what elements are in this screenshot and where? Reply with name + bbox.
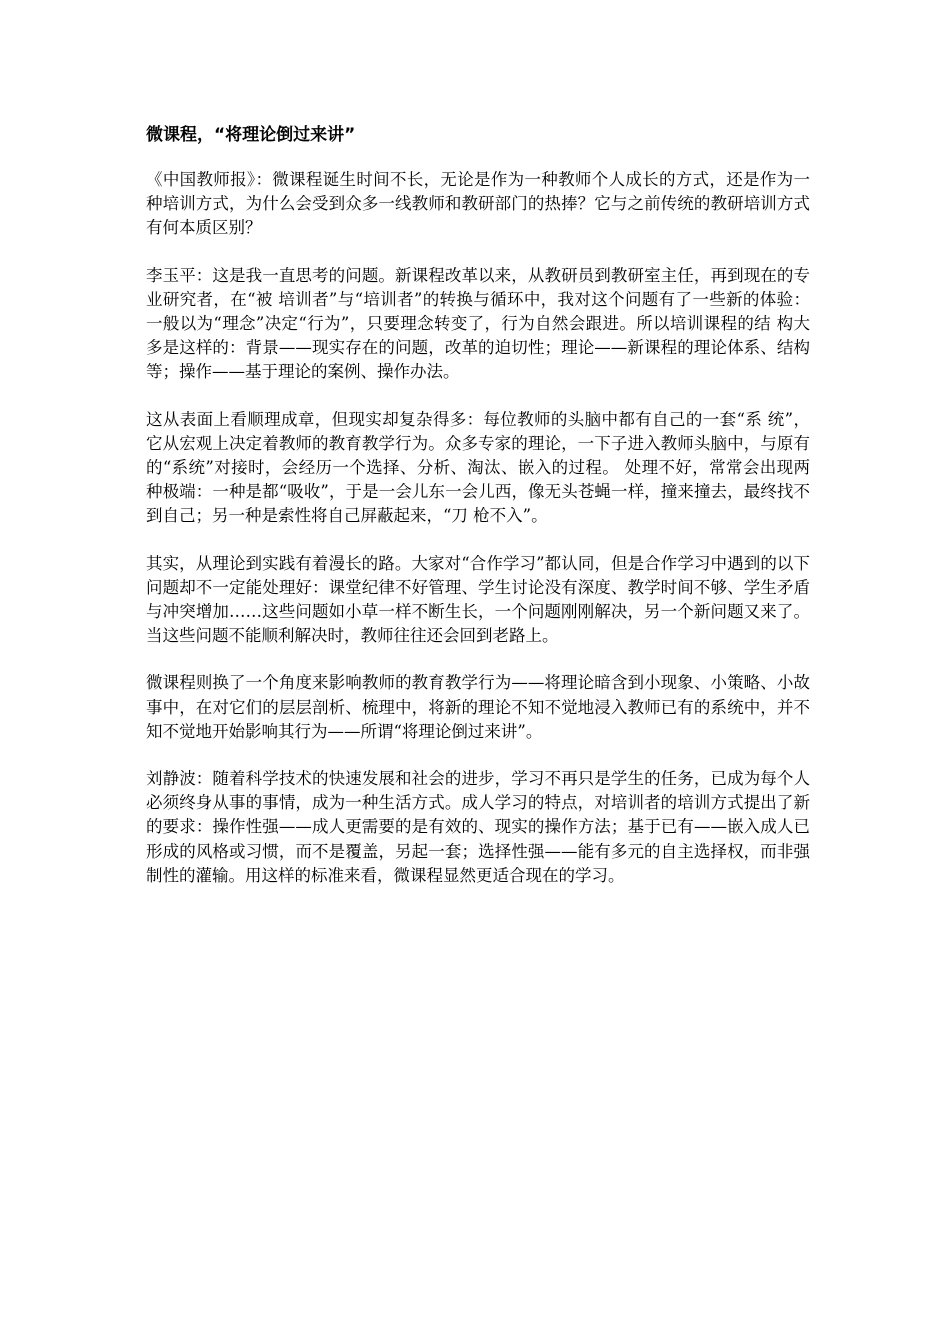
paragraph-li-yuping-4: 微课程则换了一个角度来影响教师的教育教学行为——将理论暗含到小现象、小策略、小故事中，在对它们的层层剖析、梳理中，将新的理论不知不觉地浸入教师已有的系统中，并不知不觉地开始影响其行为——所谓“将理论倒过来讲”。: [146, 673, 810, 741]
paragraph-li-yuping-3: 其实，从理论到实践有着漫长的路。大家对“合作学习”都认同，但是合作学习中遇到的以下问题却不一定能处理好：课堂纪律不好管理、学生讨论没有深度、教学时间不够、学生矛盾与冲突增加……这些问题如小草一样不断生长，一个问题刚刚解决，另一个新问题又来了。当这些问题不能顺利解决时，教师往往还会回到老路上。: [146, 553, 810, 646]
document-title: 微课程，“将理论倒过来讲”: [146, 125, 356, 145]
document-page: [146, 122, 810, 911]
paragraph-liu-jingbo: 刘静波：随着科学技术的快速发展和社会的进步，学习不再只是学生的任务，已成为每个人必须终身从事的事情，成为一种生活方式。成人学习的特点，对培训者的培训方式提出了新的要求：操作性强——成人更需要的是有效的、现实的操作方法；基于已有——嵌入成人已形成的风格或习惯，而不是覆盖，另起一套；选择性强——能有多元的自主选择权，而非强制性的灌输。用这样的标准来看，微课程显然更适合现在的学习。: [146, 769, 810, 885]
paragraph-li-yuping-1: 李玉平：这是我一直思考的问题。新课程改革以来，从教研员到教研室主任，再到现在的专业研究者，在“被 培训者”与“培训者”的转换与循环中，我对这个问题有了一些新的体验：一般以为“理念”决定“行为”，只要理念转变了，行为自然会跟进。所以培训课程的结 构大多是这样的：背景——现实存在的问题，改革的迫切性；理论——新课程的理论体系、结构等；操作——基于理论的案例、操作办法。: [146, 265, 810, 382]
paragraph-li-yuping-2: 这从表面上看顺理成章，但现实却复杂得多：每位教师的头脑中都有自己的一套“系 统”，它从宏观上决定着教师的教育教学行为。众多专家的理论，一下子进入教师头脑中，与原有的“系统”对接时，会经历一个选择、分析、淘汰、嵌入的过程。 处理不好，常常会出现两种极端：一种是都“吸收”，于是一会儿东一会儿西，像无头苍蝇一样，撞来撞去，最终找不到自己；另一种是索性将自己屏蔽起来，“刀 枪不入”。: [146, 409, 810, 526]
paragraph-question: 《中国教师报》：微课程诞生时间不长，无论是作为一种教师个人成长的方式，还是作为一种培训方式，为什么会受到众多一线教师和教研部门的热捧？它与之前传统的教研培训方式有何本质区别？: [146, 170, 810, 238]
